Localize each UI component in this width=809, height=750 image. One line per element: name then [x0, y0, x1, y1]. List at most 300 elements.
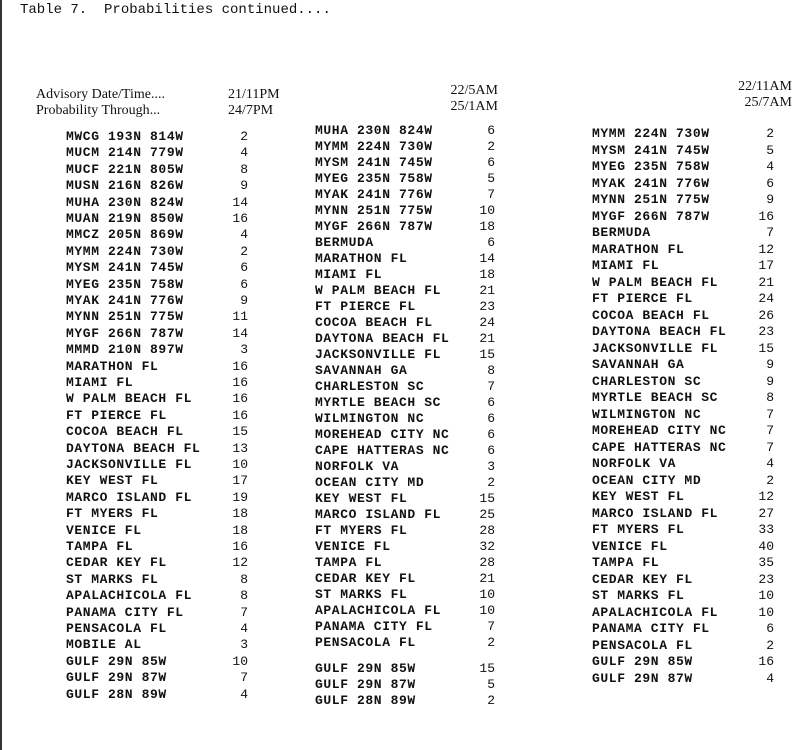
location-name: MYEG 235N 758W: [315, 171, 433, 186]
probability-value: 7: [766, 406, 774, 422]
probability-value: 21: [479, 331, 495, 346]
table-row: [315, 555, 495, 571]
probability-value: 15: [479, 491, 495, 506]
probability-value: 9: [766, 357, 774, 372]
table-row: [592, 555, 774, 571]
table-row: [592, 407, 774, 423]
table-row: [315, 459, 495, 475]
table-row: [66, 572, 248, 588]
probability-value: 4: [240, 145, 248, 161]
location-name: COCOA BEACH FL: [66, 424, 184, 440]
probability-value: 26: [758, 307, 774, 323]
probability-value: 7: [766, 423, 774, 438]
probability-value: 13: [232, 440, 248, 456]
table-row: [315, 219, 495, 235]
probability-value: 28: [479, 555, 495, 570]
table-row: [66, 342, 248, 358]
location-name: JACKSONVILLE FL: [315, 347, 442, 362]
location-name: GULF 29N 85W: [315, 661, 416, 676]
table-row: [592, 423, 774, 439]
probability-value: 21: [479, 571, 495, 586]
location-name: CEDAR KEY FL: [592, 571, 693, 587]
location-name: MYNN 251N 775W: [315, 203, 433, 218]
location-name: MARATHON FL: [592, 241, 685, 257]
probability-value: 2: [240, 243, 248, 259]
table-row: [315, 331, 495, 347]
location-name: CAPE HATTERAS NC: [592, 439, 727, 455]
col1-advisory-time: 21/11PM: [228, 87, 280, 102]
table-row: [66, 375, 248, 391]
table-row: [66, 424, 248, 440]
probability-value: 2: [766, 126, 774, 141]
location-name: W PALM BEACH FL: [592, 274, 719, 290]
probability-value: 16: [232, 539, 248, 554]
location-name: CHARLESTON SC: [592, 373, 702, 389]
location-name: MIAMI FL: [592, 258, 660, 273]
location-name: JACKSONVILLE FL: [66, 457, 193, 472]
location-name: MYEG 235N 758W: [66, 276, 184, 292]
location-name: MYRTLE BEACH SC: [315, 395, 442, 410]
probability-value: 15: [232, 424, 248, 440]
table-row: [66, 260, 248, 276]
table-row: [315, 635, 495, 651]
table-row: [592, 605, 774, 621]
table-row: [66, 555, 248, 571]
table-row: [66, 326, 248, 342]
table-row: [66, 359, 248, 375]
table-row: [315, 171, 495, 187]
table-row: [66, 391, 248, 407]
table-row: [592, 176, 774, 192]
probability-value: 4: [766, 670, 774, 686]
table-row: [66, 539, 248, 555]
probability-value: 4: [240, 686, 248, 702]
location-name: MYGF 266N 787W: [66, 325, 184, 341]
location-name: MUCF 221N 805W: [66, 161, 184, 177]
probability-value: 3: [240, 342, 248, 358]
table-row: [66, 457, 248, 473]
location-name: MYSM 241N 745W: [592, 142, 710, 158]
probability-value: 2: [766, 637, 774, 653]
location-name: WILMINGTON NC: [592, 406, 702, 422]
probability-value: 17: [758, 258, 774, 273]
probability-value: 10: [479, 603, 495, 618]
probability-value: 10: [758, 604, 774, 620]
location-name: MYAK 241N 776W: [592, 175, 710, 191]
table-row: [315, 603, 495, 619]
table-row: [66, 490, 248, 506]
location-name: MUHA 230N 824W: [315, 123, 433, 138]
table-row: [592, 258, 774, 274]
location-name: FT PIERCE FL: [66, 407, 167, 423]
table-row: [315, 411, 495, 427]
table-row: [592, 126, 774, 142]
location-name: GULF 28N 89W: [66, 686, 167, 702]
table-row: [592, 522, 774, 538]
probability-value: 2: [487, 475, 495, 490]
location-name: FT MYERS FL: [315, 523, 408, 538]
location-name: MIAMI FL: [315, 267, 383, 282]
probability-value: 6: [487, 411, 495, 426]
table-row: [592, 374, 774, 390]
probability-value: 19: [232, 489, 248, 505]
table-row: [315, 475, 495, 491]
location-name: GULF 29N 87W: [592, 670, 693, 686]
table-row: [315, 571, 495, 587]
probability-value: 18: [479, 219, 495, 234]
location-name: MYNN 251N 775W: [66, 309, 184, 325]
location-name: APALACHICOLA FL: [592, 604, 719, 620]
location-name: CAPE HATTERAS NC: [315, 443, 450, 458]
table-row: [315, 491, 495, 507]
table-row: [315, 395, 495, 411]
table-row: [66, 227, 248, 243]
location-name: MOREHEAD CITY NC: [315, 427, 450, 442]
table-row: [592, 489, 774, 505]
location-name: MWCG 193N 814W: [66, 129, 184, 144]
location-name: MARCO ISLAND FL: [592, 505, 719, 521]
probability-value: 7: [487, 619, 495, 634]
table-row: [592, 390, 774, 406]
probability-value: 4: [766, 159, 774, 174]
location-name: CEDAR KEY FL: [66, 555, 167, 571]
probability-value: 3: [240, 637, 248, 653]
probability-value: 5: [487, 171, 495, 186]
location-name: COCOA BEACH FL: [592, 307, 710, 323]
probability-value: 18: [479, 267, 495, 282]
probability-value: 8: [240, 161, 248, 177]
location-name: OCEAN CITY MD: [592, 472, 702, 488]
table-row: [592, 440, 774, 456]
probability-value: 40: [758, 538, 774, 554]
location-name: KEY WEST FL: [66, 473, 159, 489]
table-row: [315, 203, 495, 219]
probability-value: 18: [232, 506, 248, 522]
table-row: [315, 523, 495, 539]
location-name: ST MARKS FL: [66, 571, 159, 587]
probability-value: 7: [240, 604, 248, 620]
probability-value: 12: [232, 555, 248, 571]
probability-value: 6: [487, 123, 495, 138]
table-row: [592, 572, 774, 588]
advisory-date-label: Advisory Date/Time....: [36, 87, 165, 102]
location-name: DAYTONA BEACH FL: [66, 440, 201, 456]
location-name: MYRTLE BEACH SC: [592, 390, 719, 405]
location-name: GULF 29N 87W: [66, 670, 167, 686]
col2-through-time: 25/1AM: [450, 99, 498, 114]
table-row: [315, 299, 495, 315]
location-name: MYEG 235N 758W: [592, 159, 710, 174]
probability-value: 23: [758, 324, 774, 339]
location-name: ST MARKS FL: [315, 587, 408, 602]
table-row: [66, 473, 248, 489]
location-name: MIAMI FL: [66, 375, 134, 390]
location-name: PENSACOLA FL: [592, 637, 693, 653]
table-row: [66, 293, 248, 309]
probability-value: 2: [487, 139, 495, 154]
table-row: [592, 159, 774, 175]
location-name: MYMM 224N 730W: [592, 126, 710, 141]
table-row: [592, 456, 774, 472]
probability-value: 17: [232, 473, 248, 489]
probability-value: 7: [766, 225, 774, 240]
probability-value: 25: [479, 507, 495, 522]
probability-value: 7: [766, 439, 774, 455]
location-name: NORFOLK VA: [315, 459, 400, 474]
location-name: APALACHICOLA FL: [315, 603, 442, 618]
table-row: [66, 506, 248, 522]
location-name: GULF 28N 89W: [315, 693, 416, 708]
table-row: [315, 587, 495, 603]
probability-value: 10: [232, 653, 248, 669]
table-row: [66, 244, 248, 260]
table-row: [592, 291, 774, 307]
table-row: [66, 687, 248, 703]
col3-through-time: 25/7AM: [744, 95, 792, 110]
probability-value: 15: [758, 340, 774, 356]
location-name: MUHA 230N 824W: [66, 194, 184, 210]
table-row: [592, 341, 774, 357]
probability-through-label: Probability Through...: [36, 103, 161, 118]
probability-value: 15: [479, 347, 495, 362]
table-row: [66, 654, 248, 670]
location-name: VENICE FL: [315, 539, 391, 554]
table-row: [66, 588, 248, 604]
location-name: FT MYERS FL: [66, 506, 159, 522]
table-row: [315, 443, 495, 459]
probability-value: 6: [487, 427, 495, 442]
table-row: [66, 441, 248, 457]
probability-value: 16: [232, 358, 248, 374]
table-row: [315, 363, 495, 379]
probability-value: 6: [766, 175, 774, 191]
page-edge-rule: [0, 0, 2, 750]
table-row: [315, 693, 495, 709]
probability-value: 14: [479, 251, 495, 266]
table-row: [315, 379, 495, 395]
probability-value: 4: [240, 621, 248, 636]
table-row: [315, 661, 495, 677]
table-row: [315, 539, 495, 555]
table-row: [66, 637, 248, 653]
probability-value: 16: [758, 208, 774, 224]
probability-value: 10: [232, 457, 248, 472]
table-row: [315, 283, 495, 299]
probability-value: 4: [766, 456, 774, 471]
table-title: Table 7. Probabilities continued....: [20, 2, 331, 18]
probability-value: 6: [240, 260, 248, 276]
probability-value: 9: [766, 373, 774, 389]
location-name: WILMINGTON NC: [315, 411, 425, 426]
table-row: [66, 670, 248, 686]
col1-through-time: 24/7PM: [228, 103, 274, 118]
probability-value: 4: [240, 227, 248, 243]
table-row: [315, 235, 495, 251]
probability-value: 24: [758, 291, 774, 306]
table-row: [592, 357, 774, 373]
table-row: [592, 506, 774, 522]
probability-value: 8: [487, 363, 495, 378]
location-name: NORFOLK VA: [592, 456, 677, 471]
location-name: MYAK 241N 776W: [315, 187, 433, 202]
location-name: MARCO ISLAND FL: [66, 489, 193, 505]
location-name: MARATHON FL: [315, 251, 408, 266]
table-row: [592, 473, 774, 489]
probability-value: 24: [479, 315, 495, 330]
probability-value: 6: [487, 155, 495, 170]
table-row: [315, 187, 495, 203]
table-row: [592, 225, 774, 241]
probability-value: 6: [487, 395, 495, 410]
location-name: PENSACOLA FL: [315, 635, 416, 650]
probability-value: 9: [766, 192, 774, 207]
probability-value: 16: [232, 407, 248, 423]
probability-value: 27: [758, 505, 774, 521]
probability-value: 14: [232, 194, 248, 210]
location-name: PENSACOLA FL: [66, 621, 167, 636]
table-row: [66, 605, 248, 621]
probability-value: 28: [479, 523, 495, 538]
table-row: [315, 139, 495, 155]
location-name: SAVANNAH GA: [315, 363, 408, 378]
probability-value: 8: [240, 588, 248, 604]
probability-value: 23: [758, 571, 774, 587]
probability-value: 16: [758, 654, 774, 669]
table-row: [66, 162, 248, 178]
table-row: [592, 539, 774, 555]
probability-value: 7: [487, 187, 495, 202]
location-name: MUCM 214N 779W: [66, 145, 184, 161]
table-row: [592, 192, 774, 208]
probability-value: 16: [232, 375, 248, 390]
location-name: TAMPA FL: [315, 555, 383, 570]
probability-value: 6: [487, 443, 495, 458]
table-row: [315, 427, 495, 443]
probability-value: 2: [487, 693, 495, 708]
table-row: [315, 619, 495, 635]
probability-value: 18: [232, 522, 248, 538]
probability-value: 7: [487, 379, 495, 394]
table-row: [66, 211, 248, 227]
probability-value: 2: [487, 635, 495, 650]
table-row: [592, 324, 774, 340]
table-row: [315, 267, 495, 283]
location-name: DAYTONA BEACH FL: [592, 324, 727, 339]
location-name: MYMM 224N 730W: [315, 139, 433, 154]
location-name: MMCZ 205N 869W: [66, 227, 184, 243]
location-name: KEY WEST FL: [592, 489, 685, 504]
location-name: W PALM BEACH FL: [66, 391, 193, 407]
table-row: [592, 638, 774, 654]
probability-value: 8: [766, 390, 774, 405]
probability-value: 21: [479, 283, 495, 298]
location-name: W PALM BEACH FL: [315, 283, 442, 298]
probability-value: 14: [232, 325, 248, 341]
probability-value: 10: [479, 587, 495, 602]
location-name: FT MYERS FL: [592, 522, 685, 537]
probability-value: 9: [240, 293, 248, 308]
probability-value: 9: [240, 178, 248, 194]
table-row: [592, 143, 774, 159]
location-name: VENICE FL: [592, 538, 668, 554]
probability-value: 12: [758, 489, 774, 504]
table-row: [66, 523, 248, 539]
table-row: [592, 588, 774, 604]
probability-value: 12: [758, 241, 774, 257]
probability-value: 15: [479, 661, 495, 676]
probability-value: 10: [758, 588, 774, 603]
location-name: PANAMA CITY FL: [66, 604, 184, 620]
probability-value: 5: [487, 677, 495, 692]
table-row: [315, 677, 495, 693]
location-name: OCEAN CITY MD: [315, 475, 425, 490]
table-row: [592, 654, 774, 670]
location-name: CEDAR KEY FL: [315, 571, 416, 586]
location-name: VENICE FL: [66, 522, 142, 538]
table-row: [592, 275, 774, 291]
probability-value: 16: [232, 211, 248, 226]
location-name: GULF 29N 87W: [315, 677, 416, 692]
table-row: [592, 671, 774, 687]
location-name: DAYTONA BEACH FL: [315, 331, 450, 346]
location-name: MUAN 219N 850W: [66, 211, 184, 226]
table-row: [592, 621, 774, 637]
probability-value: 32: [479, 539, 495, 554]
table-row: [315, 507, 495, 523]
location-name: COCOA BEACH FL: [315, 315, 433, 330]
location-name: MYGF 266N 787W: [592, 208, 710, 224]
table-row: [592, 308, 774, 324]
location-name: FT PIERCE FL: [592, 291, 693, 306]
table-row: [66, 408, 248, 424]
probability-value: 5: [766, 142, 774, 158]
table-row: [66, 145, 248, 161]
table-row: [315, 123, 495, 139]
location-name: TAMPA FL: [66, 539, 134, 554]
location-name: MYMM 224N 730W: [66, 243, 184, 259]
probability-value: 23: [479, 299, 495, 314]
table-row: [315, 251, 495, 267]
col3-advisory-time: 22/11AM: [738, 79, 792, 94]
location-name: MYAK 241N 776W: [66, 293, 184, 308]
location-name: JACKSONVILLE FL: [592, 340, 719, 356]
table-row: [66, 621, 248, 637]
location-name: MYSM 241N 745W: [315, 155, 433, 170]
col2-advisory-time: 22/5AM: [450, 83, 498, 98]
location-name: MYNN 251N 775W: [592, 192, 710, 207]
table-row: [592, 209, 774, 225]
probability-value: 10: [479, 203, 495, 218]
probability-value: 2: [766, 472, 774, 488]
location-name: MYSM 241N 745W: [66, 260, 184, 276]
table-row: [592, 242, 774, 258]
probability-value: 35: [758, 555, 774, 570]
location-name: ST MARKS FL: [592, 588, 685, 603]
location-name: MUSN 216N 826W: [66, 178, 184, 194]
table-row: [315, 347, 495, 363]
probability-value: 6: [487, 235, 495, 250]
location-name: TAMPA FL: [592, 555, 660, 570]
location-name: GULF 29N 85W: [592, 654, 693, 669]
table-row: [315, 155, 495, 171]
location-name: MARCO ISLAND FL: [315, 507, 442, 522]
location-name: PANAMA CITY FL: [592, 621, 710, 636]
location-name: MARATHON FL: [66, 358, 159, 374]
location-name: BERMUDA: [592, 225, 651, 240]
table-row: [66, 309, 248, 325]
probability-value: 3: [487, 459, 495, 474]
location-name: MMMD 210N 897W: [66, 342, 184, 358]
